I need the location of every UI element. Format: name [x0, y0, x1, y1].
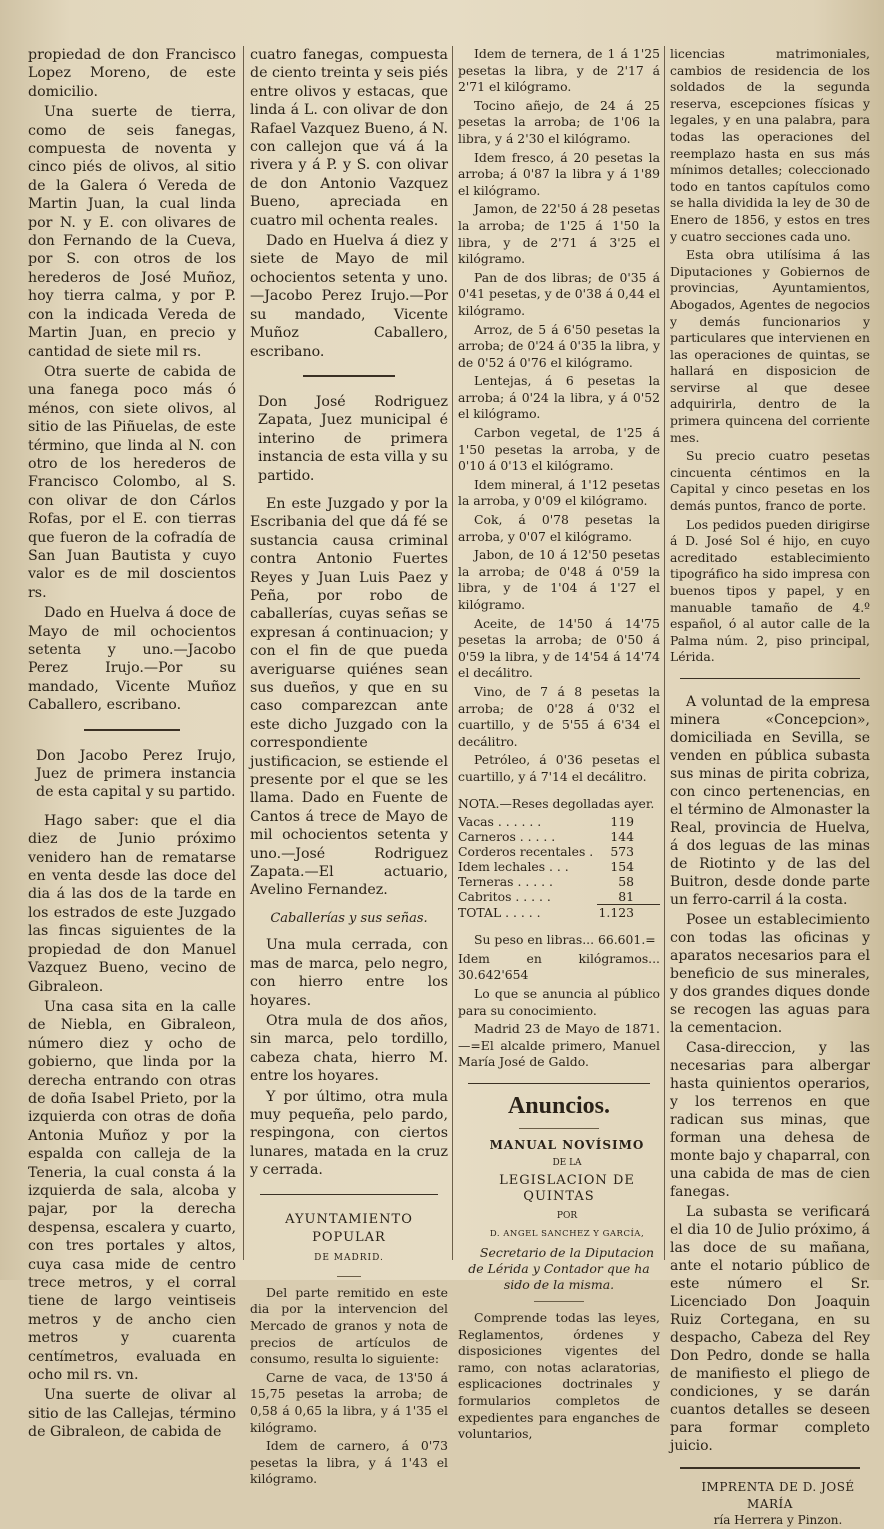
- paragraph: Una suerte de tierra, como de seis fanegas, compuesta de noventa y cinco piés de olivos, al sitio de la Galera ó Vereda de Martin Juan, la cual linda por N. y E. con olivares de don Fernando de la Cueva, por S. con otros de los herederos de José Muñoz, hoy tierra calma, y por P. con la indicada Vereda de Martin Juan, en precio y cantidad de siete mil rs.: [28, 104, 236, 360]
- price-item: Jabon, de 10 á 12'50 pesetas la arroba; de 0'48 á 0'59 la libra, y de 1'04 á 1'27 el kilógramo.: [458, 547, 660, 612]
- table-row: [458, 889, 660, 905]
- section-subtitle: DE MADRID.: [314, 1253, 384, 1264]
- price-item: Carbon vegetal, de 1'25 á 1'50 pesetas la arroba, y de 0'10 á 0'13 el kilógramo.: [458, 425, 660, 474]
- column-3: [458, 46, 660, 1442]
- paragraph: Una casa sita en la calle de Niebla, en Gibraleon, número diez y ocho de gobierno, que linda por la derecha entrando con otras de doña Isabel Prieto, por la izquierda con otras de doña Antonia Muñoz y por la espalda con calleja de la Teneria, la cual consta á la izquierda de sala, alcoba y pajar, por la derecha despensa, escalera y cuarto, con tres portales y altos, cuya casa mide de centro trece metros, y el corral tiene de largo veintiseis metros y de ancho cien metros y cuarenta centímetros, evaluada en ocho mil rs. vn.: [28, 998, 236, 1384]
- signature-line: Madrid 23 de Mayo de 1871.—=El alcalde primero, Manuel María José de Galdo.: [458, 1021, 660, 1070]
- paragraph: Otra mula de dos años, sin marca, pelo tordillo, cabeza chata, hierro M. entre los hoyares.: [250, 1012, 448, 1085]
- row-label: Terneras . . . . .: [458, 874, 553, 890]
- paragraph: Lo que se anuncia al público para su conocimiento.: [458, 985, 660, 1018]
- mine-auction-ad: [670, 693, 870, 1455]
- column-1: [28, 46, 236, 1441]
- column-divider: [243, 46, 244, 1260]
- row-value: 154: [610, 859, 634, 875]
- row-value: 81: [618, 889, 634, 905]
- printer-imprint: IMPRENTA DE D. JOSÉ MARÍA: [701, 1479, 855, 1511]
- ad-byline: POR: [556, 1210, 578, 1221]
- nota-title: NOTA.—Reses degolladas ayer.: [458, 795, 655, 811]
- printer-imprint: ría Herrera y Pinzon.: [713, 1513, 843, 1528]
- subheading: Caballerías y sus señas.: [270, 910, 428, 926]
- paragraph: Idem en kilógramos... 30.642'654: [458, 950, 660, 983]
- total-label: TOTAL . . . . .: [458, 904, 541, 920]
- column-2: [250, 46, 448, 1487]
- table-row: [458, 874, 660, 889]
- price-item: Jamon, de 22'50 á 28 pesetas la arroba; de 1'25 á 1'50 la libra, y de 2'71 á 3'25 el kilógramo.: [458, 201, 660, 267]
- separator-rule: [680, 678, 860, 679]
- price-item: Cok, á 0'78 pesetas la arroba, y 0'07 el kilógramo.: [458, 512, 660, 544]
- price-item: Idem mineral, á 1'12 pesetas la arroba, y 0'09 el kilógramo.: [458, 476, 660, 509]
- paragraph: Comprende todas las leyes, Reglamentos, órdenes y disposiciones vigentes del ramo, con notas aclaratorias, esplicaciones doctrinales y formularios completos de expedientes para enganches de voluntarios,: [458, 1310, 660, 1442]
- separator-rule: [468, 1083, 650, 1084]
- column-divider: [452, 46, 453, 1260]
- separator-rule: [519, 1128, 600, 1129]
- price-item: Tocino añejo, de 24 á 25 pesetas la arroba; de 1'06 la libra, y á 2'30 el kilógramo.: [458, 97, 660, 146]
- price-item: Pan de dos libras; de 0'35 á 0'41 pesetas, y de 0'38 á 0,44 el kilógramo.: [458, 269, 660, 318]
- paragraph: La subasta se verificará el dia 10 de Julio próximo, á las doce de su mañana, ante el notario público de este número el Sr. Licenciado Don Joaquin Ruiz Cortegana, en su despacho, Cabeza del Rey Don Pedro, donde se halla de manifiesto el pliego de condiciones, y se darán cuantos detalles se deseen para formar completo juicio.: [670, 1203, 870, 1454]
- paragraph: Carne de vaca, de 13'50 á 15,75 pesetas la arroba; de 0,58 á 0,65 la libra, y á 1'35 el kilógramo.: [250, 1369, 448, 1435]
- price-list: [458, 46, 660, 786]
- separator-rule: [680, 1467, 860, 1469]
- ad-subtitle: DE LA: [552, 1158, 582, 1169]
- paragraph: cuatro fanegas, compuesta de ciento treinta y seis piés entre olivos y estacas, que linda á L. con olivar de don Rafael Vazquez Bueno, á N. con callejon que vá á la rivera y á P. y S. con olivar de don Antonio Vazquez Bueno, apreciada en cuatro mil ochenta reales.: [250, 47, 448, 229]
- notice-heading: Don Jacobo Perez Irujo, Juez de primera instancia de esta capital y su partido.: [36, 747, 236, 801]
- paragraph: Otra suerte de cabida de una fanega poco más ó ménos, con siete olivos, al sitio de las Piñuelas, de este término, que linda al N. con otro de los herederos de Francisco Colombo, al S. con olivar de don Cárlos Rofas, por el E. con tierras que fueron de la cofradía de San Juan Bautista y cuyo valor es de mil doscientos rs.: [28, 363, 236, 601]
- paragraph: Dado en Huelva á doce de Mayo de mil ochocientos setenta y uno.—Jacobo Perez Irujo.—Por su mandado, Vicente Muñoz Caballero, escribano.: [28, 605, 236, 714]
- paragraph: A voluntad de la empresa minera «Concepcion», domiciliada en Sevilla, se venden en pública subasta sus minas de pirita cobriza, con cinco pertenencias, en el término de Almonaster la Real, provincia de Huelva, á dos leguas de las minas de Riotinto y de las del Buitron, desde donde parte un ferro-carril á la costa.: [670, 693, 870, 908]
- paragraph: Casa-direccion, y las necesarias para albergar hasta quinientos operarios, y los terrenos en que radican sus minas, que forman una dehesa de monte bajo y chaparral, con una cabida de mas de cien fanegas.: [670, 1039, 870, 1200]
- paragraph: Su precio cuatro pesetas cincuenta céntimos en la Capital y cinco pesetas en los demás puntos, franco de porte.: [670, 448, 870, 514]
- paragraph: licencias matrimoniales, cambios de residencia de los soldados de la segunda reserva, escepciones físicas y legales, y en una palabra, para todas las operaciones del reemplazo hasta en sus más mínimos detalles; coleccionado todo en tantos capítulos como se halla dividida la ley de 30 de Enero de 1856, y estos en tres y cuatro secciones cada uno.: [670, 46, 870, 244]
- row-value: 573: [610, 844, 634, 860]
- price-item: Idem fresco, á 20 pesetas la arroba; á 0'87 la libra y á 1'89 el kilógramo.: [458, 149, 660, 198]
- ad-title: MANUAL NOVÍSIMO: [489, 1138, 645, 1153]
- separator-rule: [84, 729, 180, 731]
- row-label: Corderos recentales .: [458, 844, 594, 860]
- separator-rule: [534, 1301, 585, 1302]
- row-label: Cabritos . . . . .: [458, 889, 551, 905]
- ad-author: D. ANGEL SANCHEZ Y GARCÍA,: [489, 1229, 645, 1240]
- paragraph: Dado en Huelva á diez y siete de Mayo de mil ochocientos setenta y uno.—Jacobo Perez Irujo.—Por su mandado, Vicente Muñoz Caballero, escribano.: [250, 233, 448, 360]
- paragraph: Una mula cerrada, con mas de marca, pelo negro, con hierro entre los hoyares.: [250, 937, 448, 1009]
- paragraph: Posee un establecimiento con todas las oficinas y aparatos necesarios para el beneficio de sus minerales, y dos grandes diques donde se recogen las aguas para la cementacion.: [670, 911, 870, 1036]
- ad-author-title: Secretario de la Diputacion de Lérida y Contador que ha sido de la misma.: [468, 1245, 655, 1293]
- paragraph: Los pedidos pueden dirigirse á D. José Sol é hijo, en cuyo acreditado establecimiento tipográfico ha sido impresa con buenos tipos y papel, y en manuable tamaño de 4.º español, ó al autor calle de la Palma núm. 2, piso principal, Lérida.: [670, 516, 870, 665]
- paragraph: Su peso en libras... 66.601.=: [474, 932, 656, 948]
- row-value: 144: [610, 829, 634, 845]
- separator-rule: [260, 1194, 438, 1195]
- price-item: Idem de ternera, de 1 á 1'25 pesetas la libra, y de 2'17 á 2'71 el kilógramo.: [458, 46, 660, 95]
- livestock-table: [458, 814, 660, 920]
- price-item: Vino, de 7 á 8 pesetas la arroba; de 0'28 á 0'32 el cuartillo, y de 5'55 á 6'34 el decálitro.: [458, 683, 660, 749]
- paragraph: Idem de carnero, á 0'73 pesetas la libra, y á 1'43 el kilógramo.: [250, 1438, 448, 1487]
- paragraph: Y por último, otra mula muy pequeña, pelo pardo, respingona, con ciertos lunares, matada en la cruz y cerrada.: [250, 1088, 448, 1179]
- price-item: Arroz, de 5 á 6'50 pesetas la arroba; de 0'24 á 0'35 la libra, y de 0'52 á 0'76 el kilógramo.: [458, 321, 660, 370]
- table-row: [458, 844, 660, 859]
- total-row: [458, 905, 660, 921]
- row-value: 119: [610, 814, 634, 830]
- price-item: Lentejas, á 6 pesetas la arroba; á 0'24 la libra, y á 0'52 el kilógramo.: [458, 373, 660, 422]
- price-item: Aceite, de 14'50 á 14'75 pesetas la arroba; de 0'50 á 0'59 la libra, y de 14'54 á 14'74 el decálitro.: [458, 615, 660, 681]
- row-label: Idem lechales . . .: [458, 859, 569, 875]
- paragraph: Una suerte de olivar al sitio de las Callejas, término de Gibraleon, de cabida de: [28, 1387, 236, 1441]
- ads-heading: Anuncios.: [507, 1092, 611, 1119]
- table-row: [458, 829, 660, 844]
- price-item: Petróleo, á 0'36 pesetas el cuartillo, y á 7'14 el decálitro.: [458, 752, 660, 784]
- column-divider: [664, 46, 665, 1260]
- paragraph: Hago saber: que el dia diez de Junio próximo venidero han de rematarse en venta desde las doce del dia á las dos de la tarde en los estrados de este Juzgado las fincas siguientes de la propiedad de don Manuel Vazquez Bueno, vecino de Gibraleon.: [28, 812, 236, 995]
- section-title: AYUNTAMIENTO POPULAR: [285, 1211, 413, 1245]
- table-row: [458, 859, 660, 874]
- row-value: 58: [618, 874, 634, 890]
- notice-heading: Don José Rodriguez Zapata, Juez municipal é interino de primera instancia de esta villa y su partido.: [258, 393, 448, 484]
- paragraph: En este Juzgado y por la Escribania del que dá fé se sustancia causa criminal contra Antonio Fuertes Reyes y Juan Luis Paez y Peña, por robo de caballerías, cuyas señas se expresan á continuacion; y con el fin de que pueda averiguarse quiénes sean sus dueños, y que en su caso comparezcan ante este dicho Juzgado con la correspondiente justificacion, se estiende el presente por el que se les llama. Dado en Fuente de Cantos á trece de Mayo de mil ochocientos setenta y uno.—José Rodriguez Zapata.—El actuario, Avelino Fernandez.: [250, 495, 448, 899]
- row-label: Carneros . . . . .: [458, 829, 556, 845]
- separator-rule: [303, 375, 394, 377]
- paragraph: propiedad de don Francisco Lopez Moreno, de este domicilio.: [28, 47, 236, 100]
- paragraph: Esta obra utilísima á las Diputaciones y Gobiernos de provincias, Ayuntamientos, Abogados, Agentes de negocios y demás funcionarios y particulares que intervienen en las operaciones de quintas, se hallará en disposicion de servirse al que desee adquirirla, dentro de la primera quincena del corriente mes.: [670, 247, 870, 445]
- row-label: Vacas . . . . . .: [458, 814, 542, 830]
- separator-rule: [337, 1276, 361, 1277]
- table-row: [458, 814, 660, 829]
- paragraph: Del parte remitido en este dia por la intervencion del Mercado de granos y nota de precios de artículos de consumo, resulta lo siguiente:: [250, 1284, 448, 1367]
- ad-subtitle: LEGISLACION DE QUINTAS: [499, 1172, 635, 1205]
- total-value: 1.123: [597, 905, 660, 921]
- column-4: [670, 46, 870, 1528]
